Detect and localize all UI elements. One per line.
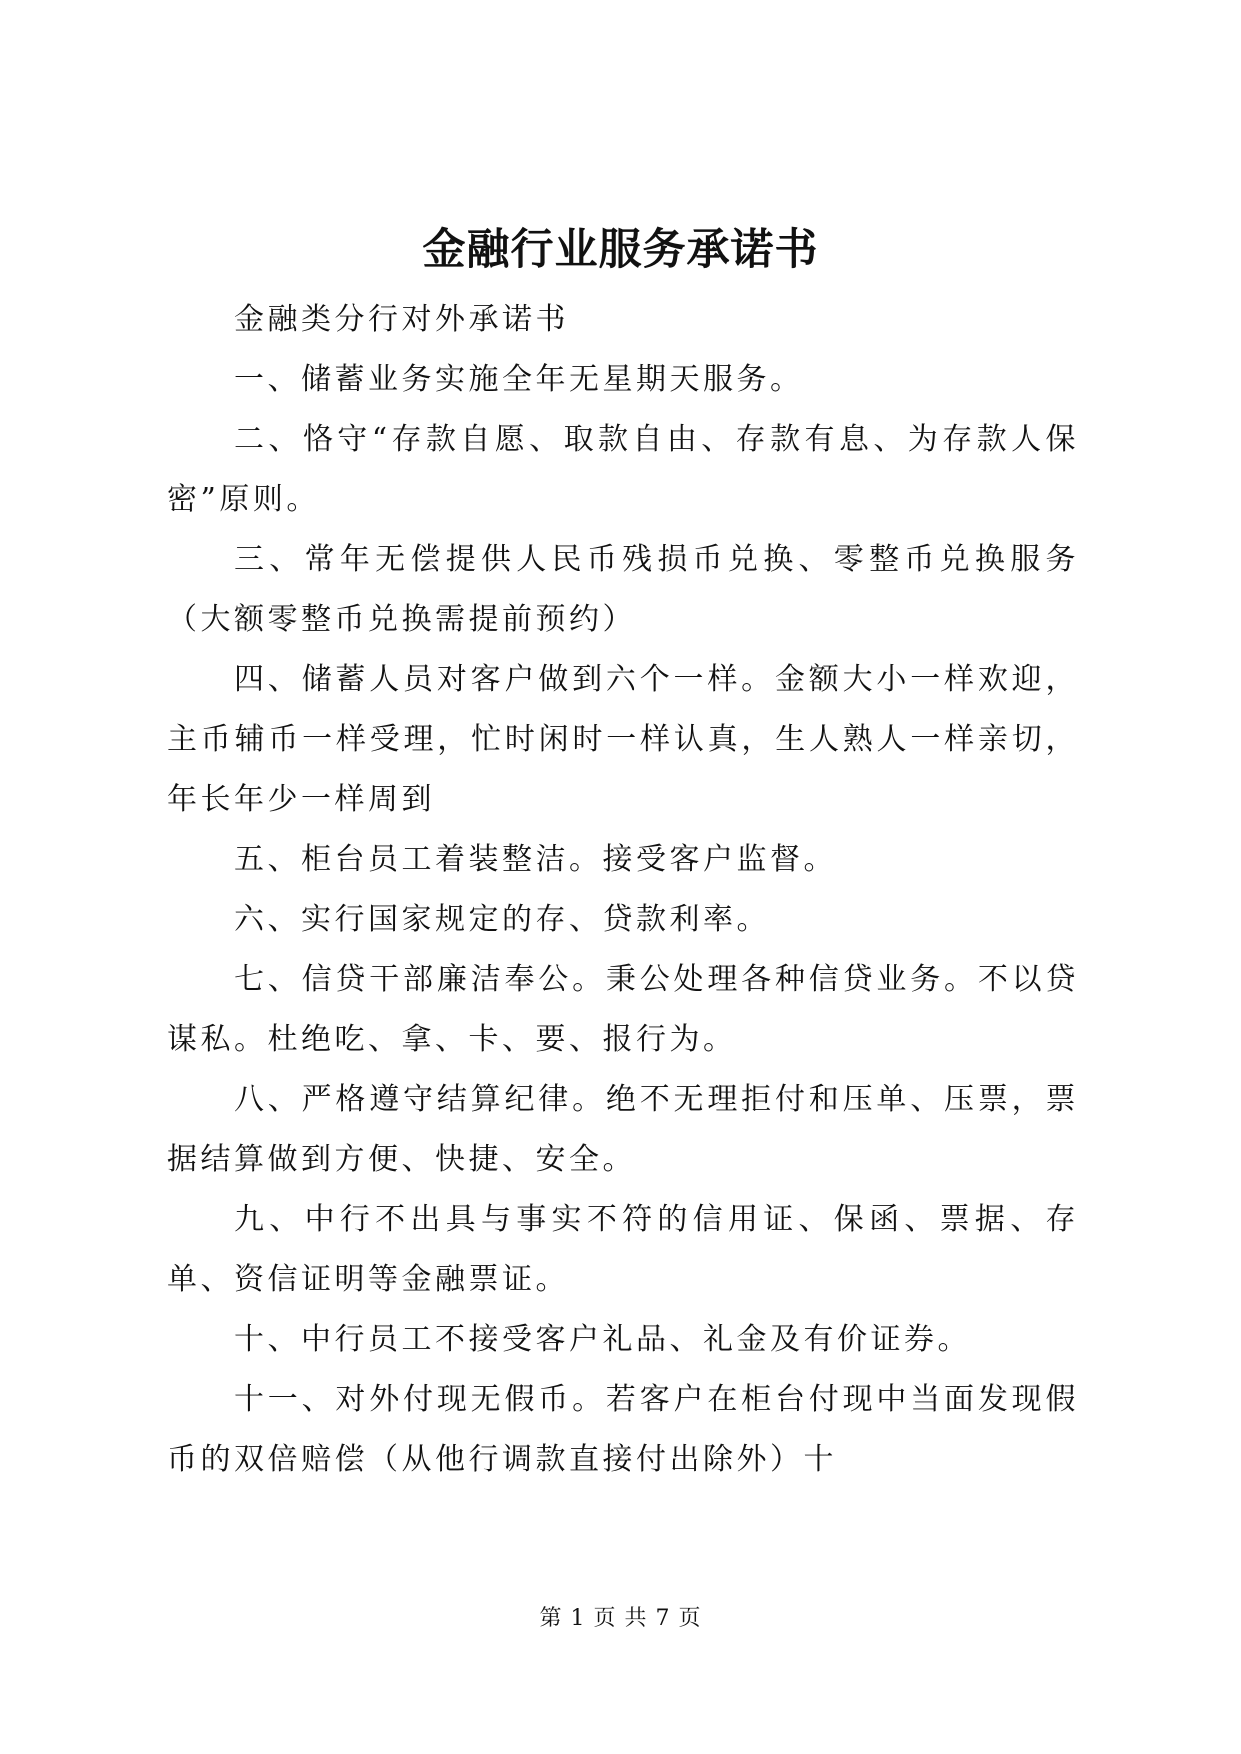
paragraph: 六、实行国家规定的存、贷款利率。	[234, 902, 770, 937]
page-number-footer: 第 1 页 共 7 页	[539, 1606, 702, 1631]
document-body	[167, 290, 1079, 1490]
paragraph: 八、严格遵守结算纪律。绝不无理拒付和压单、压票，票据结算做到方便、快捷、安全。	[167, 1082, 1079, 1177]
paragraph: 五、柜台员工着装整洁。接受客户监督。	[234, 842, 837, 877]
paragraph: 十、中行员工不接受客户礼品、礼金及有价证券。	[234, 1322, 971, 1357]
paragraph: 四、储蓄人员对客户做到六个一样。金额大小一样欢迎，主币辅币一样受理，忙时闲时一样认真，生人熟人一样亲切，年长年少一样周到	[167, 662, 1079, 817]
paragraph: 十一、对外付现无假币。若客户在柜台付现中当面发现假币的双倍赔偿（从他行调款直接付出除外）十	[167, 1382, 1079, 1477]
paragraph: 三、常年无偿提供人民币残损币兑换、零整币兑换服务（大额零整币兑换需提前预约）	[167, 542, 1079, 637]
paragraph: 九、中行不出具与事实不符的信用证、保函、票据、存单、资信证明等金融票证。	[167, 1202, 1079, 1297]
paragraph: 七、信贷干部廉洁奉公。秉公处理各种信贷业务。不以贷谋私。杜绝吃、拿、卡、要、报行为。	[167, 962, 1079, 1057]
paragraph: 一、储蓄业务实施全年无星期天服务。	[234, 362, 804, 397]
document-title: 金融行业服务承诺书	[422, 225, 819, 275]
paragraph: 二、恪守“存款自愿、取款自由、存款有息、为存款人保密”原则。	[167, 422, 1079, 517]
paragraph: 金融类分行对外承诺书	[234, 302, 569, 337]
